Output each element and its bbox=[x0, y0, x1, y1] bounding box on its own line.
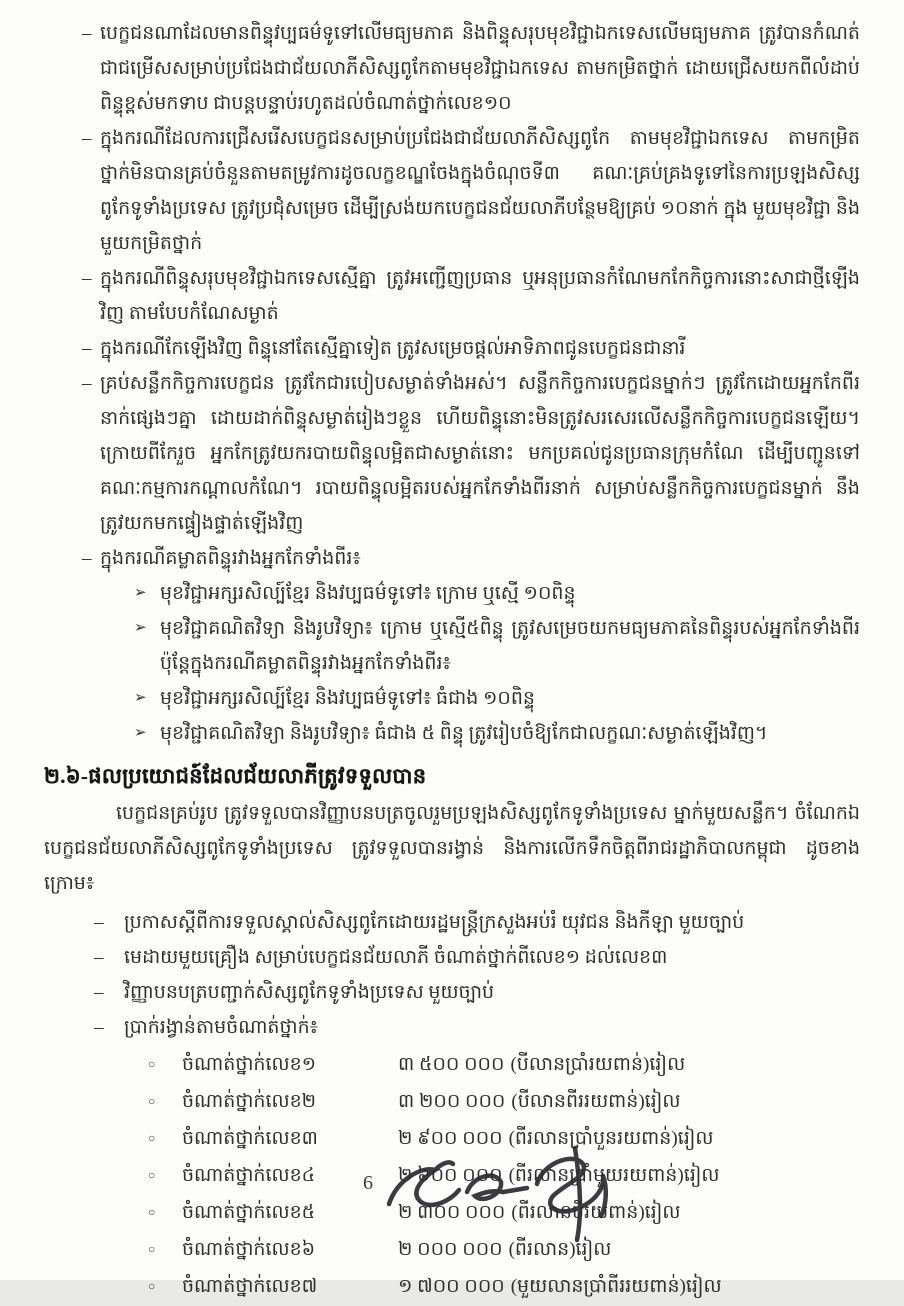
circle-marker-icon: ○ bbox=[148, 1131, 156, 1145]
rule-item bbox=[82, 541, 860, 576]
section-paragraph: បេក្ខជនគ្រប់រូប ត្រូវទទួលបានវិញ្ញាបនបត្រចូលរួមប្រឡងសិស្សពូកែទូទាំងប្រទេស ម្នាក់មួយសន្លឹក។ ចំណែកឯបេក្ខជនជ័យលាភីសិស្សពូកែទូទាំងប្រទេស ត្រូវទទួលបានរង្វាន់ និងការលើកទឹកចិត្តពីរាជរដ្ឋាភិបាលកម្ពុជា ដូចខាងក្រោម៖ bbox=[44, 803, 860, 894]
circle-marker-icon: ○ bbox=[148, 1242, 156, 1256]
rule-text: ក្នុងករណីកែឡើងវិញ ពិន្ទុនៅតែស្មើគ្នាទៀត ត្រូវសម្រេចផ្តល់អាទិភាពជូនបេក្ខជនជានារី bbox=[100, 338, 686, 359]
gap-sub-text: មុខវិជ្ជាអក្សរសិល្ប៍ខ្មែរ និងវប្បធម៌ទូទៅ៖ ធំជាង ១០ពិន្ទុ bbox=[160, 688, 535, 709]
circle-marker-icon: ○ bbox=[148, 1205, 156, 1219]
rule-text: ក្នុងករណីដែលការជ្រើសរើសបេក្ខជនសម្រាប់ប្រជែងជាជ័យលាភីសិស្សពូកែ តាមមុខវិជ្ជាឯកទេស តាមកម្រិតថ្នាក់មិនបានគ្រប់ចំនួនតាមតម្រូវការដូចលក្ខខណ្ឌចែងក្នុងចំណុចទី៣ គណៈគ្រប់គ្រងទូទៅនៃការប្រឡងសិស្សពូកែទូទាំងប្រទេស ត្រូវប្រជុំសម្រេច ដើម្បីស្រង់យកបេក្ខជនជ័យលាភីបន្ថែមឱ្យគ្រប់ ១០នាក់ ក្នុង មួយមុខវិជ្ជា និងមួយកម្រិតថ្នាក់ bbox=[100, 128, 860, 254]
prize-amount-words: (បីលានពីររយពាន់)រៀល bbox=[511, 1091, 681, 1112]
circle-marker-icon: ○ bbox=[148, 1094, 156, 1108]
prize-amount: ៣ ២០០ ០០០ bbox=[398, 1091, 506, 1112]
prize-amount: ២ ៦០០ ០០០ bbox=[398, 1165, 503, 1186]
gap-sub-text: មុខវិជ្ជាគណិតវិទ្យា និងរូបវិទ្យា៖ ធំជាង ៥ ពិន្ទុ ត្រូវរៀបចំឱ្យកែជាលក្ខណៈសម្ងាត់ឡើងវិញ។ bbox=[160, 723, 768, 744]
dash-marker: – bbox=[82, 128, 92, 149]
rule-item bbox=[82, 16, 860, 121]
benefit-text: ប្រាក់រង្វាន់តាមចំណាត់ថ្នាក់៖ bbox=[124, 1017, 318, 1038]
gap-sub-item bbox=[134, 716, 860, 751]
dash-marker: – bbox=[82, 548, 92, 569]
dash-marker: – bbox=[82, 373, 92, 394]
prize-amount-words: (ពីរលាន)រៀល bbox=[508, 1239, 612, 1260]
benefit-text: មេដាយមួយគ្រឿង សម្រាប់បេក្ខជនជ័យលាភី ចំណាត់ថ្នាក់ពីលេខ១ ដល់លេខ៣ bbox=[124, 947, 668, 968]
benefits-list bbox=[94, 905, 860, 1045]
dash-marker: – bbox=[94, 912, 104, 933]
dash-marker: – bbox=[94, 1017, 104, 1038]
prize-row bbox=[148, 1269, 860, 1306]
rule-text: ក្នុងករណីពិន្ទុសរុបមុខវិជ្ជាឯកទេសស្មើគ្នា ត្រូវអញ្ជើញប្រធាន ឬអនុប្រធានកំណែមកកែកិច្ចការនោះសាជាថ្មីឡើងវិញ តាមបែបកំណែសម្ងាត់ bbox=[100, 268, 860, 324]
dash-marker: – bbox=[94, 982, 104, 1003]
prize-amount-words: (ពីរលានប្រាំមួយរយពាន់)រៀល bbox=[508, 1165, 720, 1186]
prize-amount: ២ ៩០០ ០០០ bbox=[398, 1128, 503, 1149]
arrow-marker-icon: ➢ bbox=[134, 690, 147, 706]
prize-amount-words: (ពីរលានបីរយពាន់)រៀល bbox=[511, 1202, 681, 1223]
prize-amount-words: (ពីរលានប្រាំបួនរយពាន់)រៀល bbox=[508, 1128, 714, 1149]
prize-rank: ចំណាត់ថ្នាក់លេខ៦ bbox=[182, 1239, 316, 1260]
benefit-text: ប្រកាសស្តីពីការទទួលស្គាល់សិស្សពូកែដោយរដ្ឋមន្ត្រីក្រសួងអប់រំ យុវជន និងកីឡា មួយច្បាប់ bbox=[124, 912, 745, 933]
benefit-item bbox=[94, 940, 860, 975]
prize-rank: ចំណាត់ថ្នាក់លេខ៣ bbox=[182, 1128, 318, 1149]
benefit-text: វិញ្ញាបនបត្របញ្ជាក់សិស្សពូកែទូទាំងប្រទេស មួយច្បាប់ bbox=[124, 982, 495, 1003]
prize-row bbox=[148, 1084, 860, 1121]
rule-item bbox=[82, 261, 860, 331]
circle-marker-icon: ○ bbox=[148, 1057, 156, 1071]
circle-marker-icon: ○ bbox=[148, 1168, 156, 1182]
gap-sub-item bbox=[134, 611, 860, 681]
dash-marker: – bbox=[82, 338, 92, 359]
dash-marker: – bbox=[82, 23, 92, 44]
dash-marker: – bbox=[82, 268, 92, 289]
prize-amount: ១ ៧០០ ០០០ bbox=[398, 1276, 505, 1297]
rule-text: គ្រប់សន្លឹកកិច្ចការបេក្ខជន ត្រូវកែជារបៀបសម្ងាត់ទាំងអស់។ សន្លឹកកិច្ចការបេក្ខជនម្នាក់ៗ ត្រូវកែដោយអ្នកកែពីរនាក់ផ្សេងៗគ្នា ដោយដាក់ពិន្ទុសម្ងាត់រៀងៗខ្លួន ហើយពិន្ទុនោះមិនត្រូវសរសេរលើសន្លឹកកិច្ចការបេក្ខជនឡើយ។ ក្រោយពីកែរួច អ្នកកែត្រូវយករបាយពិន្ទុលម្អិតជាសម្ងាត់នោះ មកប្រគល់ជូនប្រធានក្រុមកំណែ ដើម្បីបញ្ជូនទៅគណៈកម្មការកណ្តាលកំណែ។ របាយពិន្ទុលម្អិតរបស់អ្នកកែទាំងពីរនាក់ សម្រាប់សន្លឹកកិច្ចការបេក្ខជនម្នាក់ នឹងត្រូវយកមកផ្ទៀងផ្ទាត់ឡើងវិញ bbox=[100, 373, 860, 534]
rule-item bbox=[82, 121, 860, 261]
rule-item bbox=[82, 331, 860, 366]
gap-sub-item bbox=[134, 576, 860, 611]
prize-rank: ចំណាត់ថ្នាក់លេខ២ bbox=[182, 1091, 317, 1112]
page-footer bbox=[295, 1142, 655, 1272]
arrow-marker-icon: ➢ bbox=[134, 725, 147, 741]
prize-rank: ចំណាត់ថ្នាក់លេខ៤ bbox=[182, 1165, 316, 1186]
rule-item bbox=[82, 366, 860, 541]
arrow-marker-icon: ➢ bbox=[134, 620, 147, 636]
prize-rank: ចំណាត់ថ្នាក់លេខ៧ bbox=[182, 1276, 318, 1297]
rule-text: ក្នុងករណីគម្លាតពិន្ទុរវាងអ្នកកែទាំងពីរ៖ bbox=[100, 548, 361, 569]
prize-amount-words: (មួយលានប្រាំពីររយពាន់)រៀល bbox=[510, 1276, 722, 1297]
benefit-item bbox=[94, 905, 860, 940]
arrow-marker-icon: ➢ bbox=[134, 585, 147, 601]
circle-marker-icon: ○ bbox=[148, 1279, 156, 1293]
rule-text: បេក្ខជនណាដែលមានពិន្ទុវប្បធម៌ទូទៅលើមធ្យមភាគ និងពិន្ទុសរុបមុខវិជ្ជាឯកទេសលើមធ្យមភាគ ត្រូវបានកំណត់ជាជម្រើសសម្រាប់ប្រជែងជាជ័យលាភីសិស្សពូកែតាមមុខវិជ្ជាឯកទេស តាមកម្រិតថ្នាក់ ដោយជ្រើសយកពីលំដាប់ពិន្ទុខ្ពស់មកទាប ជាបន្តបន្ទាប់រហូតដល់ចំណាត់ថ្នាក់លេខ១០ bbox=[100, 23, 860, 114]
gap-sub-item bbox=[134, 681, 860, 716]
prize-rank: ចំណាត់ថ្នាក់លេខ១ bbox=[182, 1054, 317, 1075]
prize-rank: ចំណាត់ថ្នាក់លេខ៥ bbox=[182, 1202, 316, 1223]
gap-sub-text: មុខវិជ្ជាគណិតវិទ្យា និងរូបវិទ្យា៖ ក្រោម ឬស្មើ៥ពិន្ទុ ត្រូវសម្រេចយកមធ្យមភាគនៃពិន្ទុរបស់អ្នកកែទាំងពីរ ប៉ុន្តែក្នុងករណីគម្លាតពិន្ទុរវាងអ្នកកែទាំងពីរ៖ bbox=[160, 618, 860, 674]
prize-amount: ២ ០០០ ០០០ bbox=[398, 1239, 503, 1260]
prize-amount: ២ ៣០០ ០០០ bbox=[398, 1202, 506, 1223]
prize-amount: ៣ ៥០០ ០០០ bbox=[398, 1054, 505, 1075]
handwritten-signature bbox=[381, 1142, 631, 1262]
section-heading: ២.៦-ផលប្រយោជន៍ដែលជ័យលាភីត្រូវទទួលបាន bbox=[44, 764, 427, 788]
prize-amount-words: (បីលានប្រាំរយពាន់)រៀល bbox=[510, 1054, 686, 1075]
benefit-item bbox=[94, 1010, 860, 1045]
prize-row bbox=[148, 1047, 860, 1084]
benefit-item bbox=[94, 975, 860, 1010]
page-number: 6 bbox=[363, 1172, 373, 1194]
gap-sub-text: មុខវិជ្ជាអក្សរសិល្ប៍ខ្មែរ និងវប្បធម៌ទូទៅ៖ ក្រោម ឬស្មើ ១០ពិន្ទុ bbox=[160, 583, 576, 604]
dash-marker: – bbox=[94, 947, 104, 968]
